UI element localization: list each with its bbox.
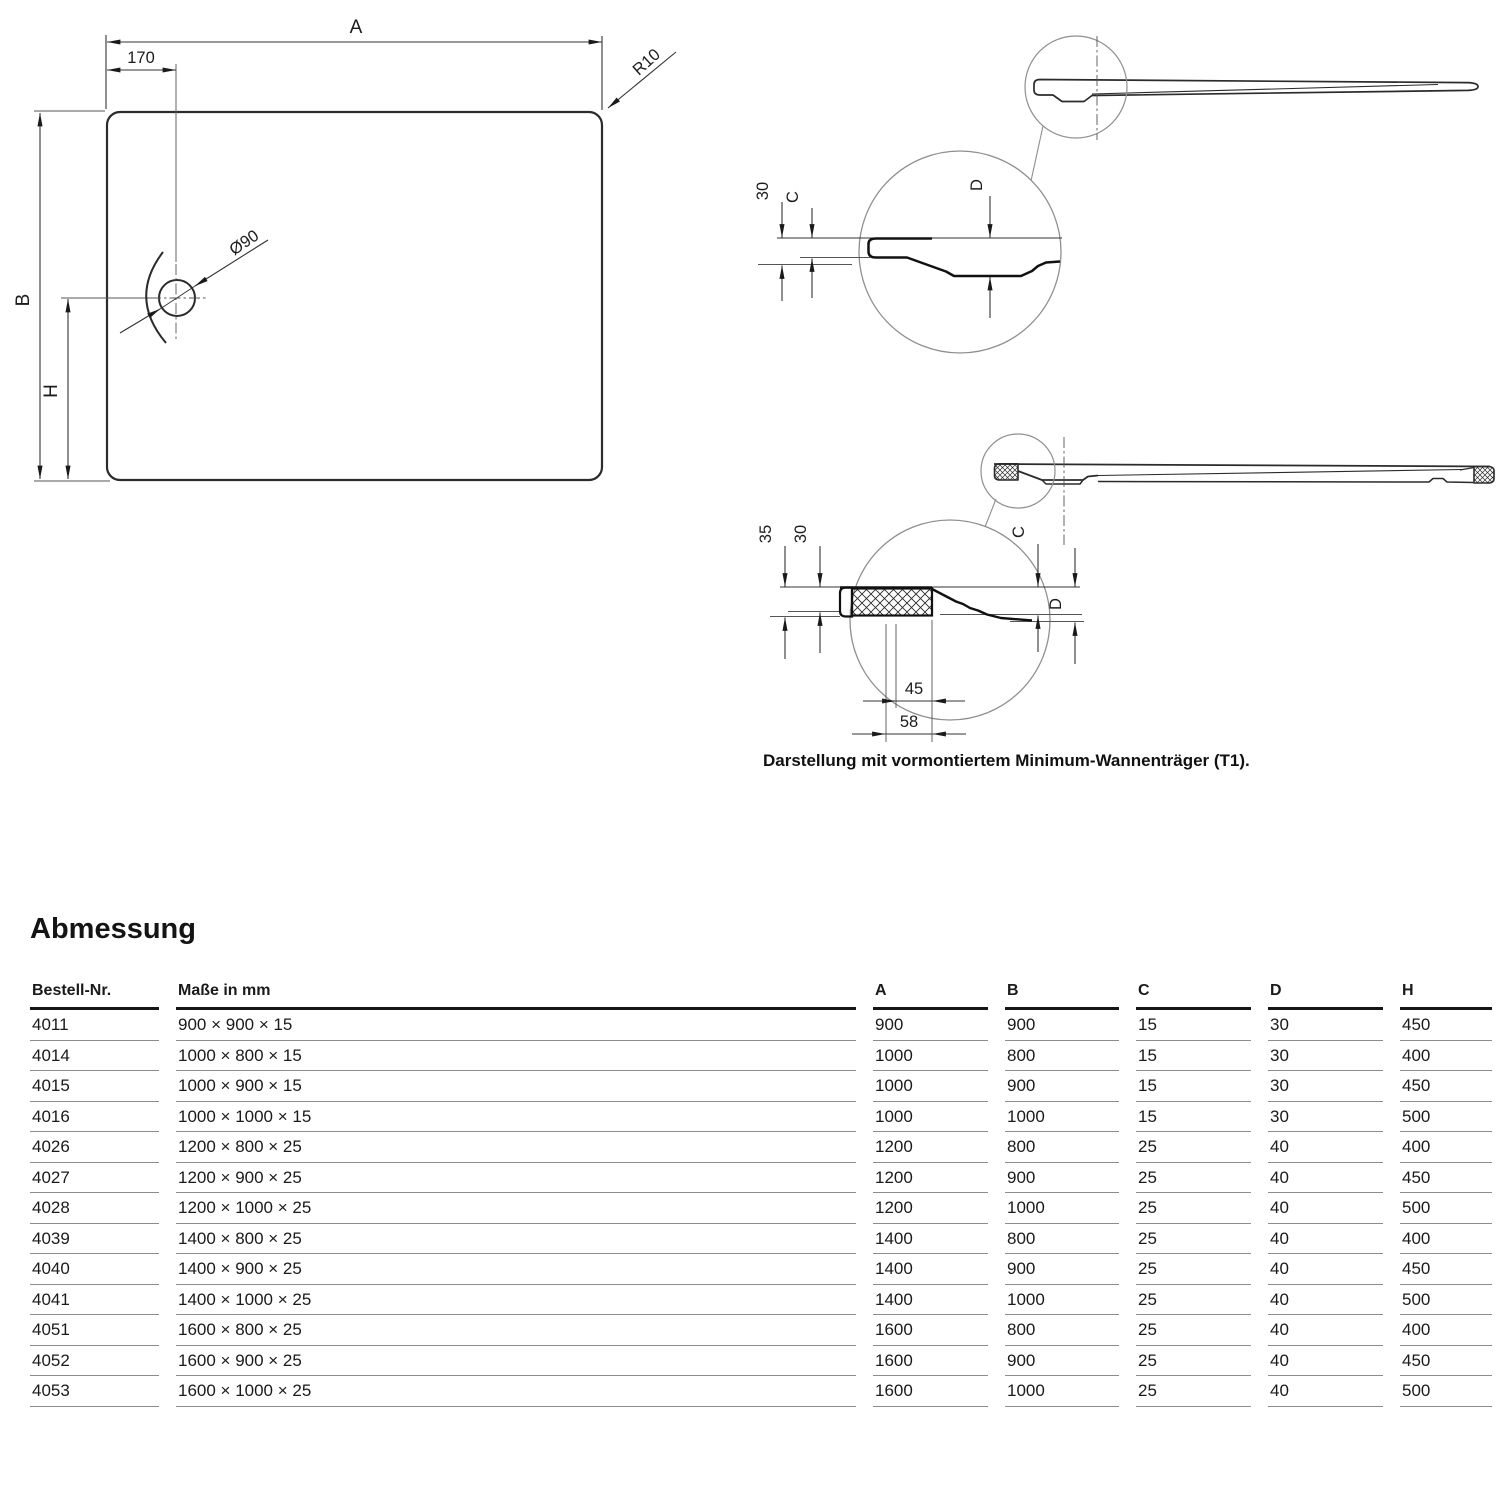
dim-45-label: 45 bbox=[904, 680, 924, 698]
table-cell: 1400 × 800 × 25 bbox=[176, 1224, 856, 1255]
table-cell: 800 bbox=[1005, 1041, 1119, 1072]
dim-h-label: H bbox=[41, 384, 62, 398]
table-cell: 1000 × 900 × 15 bbox=[176, 1071, 856, 1102]
table-cell: 1400 × 1000 × 25 bbox=[176, 1285, 856, 1316]
table-cell: 25 bbox=[1136, 1224, 1251, 1255]
table-cell: 1600 bbox=[873, 1376, 988, 1407]
table-cell: 40 bbox=[1268, 1254, 1383, 1285]
table-cell: 15 bbox=[1136, 1041, 1251, 1072]
table-cell: 1000 bbox=[873, 1041, 988, 1072]
dim-30-label-2: 30 bbox=[792, 524, 810, 544]
table-cell: 450 bbox=[1400, 1071, 1492, 1102]
dim-a bbox=[106, 35, 602, 110]
table-cell: 4014 bbox=[30, 1041, 159, 1072]
table-cell: 400 bbox=[1400, 1315, 1492, 1346]
dim-d-label-2: D bbox=[1047, 598, 1065, 610]
table-cell: 1200 bbox=[873, 1193, 988, 1224]
table-cell: 1000 bbox=[1005, 1193, 1119, 1224]
table-cell: 4040 bbox=[30, 1254, 159, 1285]
table-row bbox=[30, 1041, 1492, 1072]
table-cell: 40 bbox=[1268, 1163, 1383, 1194]
table-cell: 1000 bbox=[873, 1071, 988, 1102]
detail-1-content bbox=[758, 238, 1062, 276]
dim-a-label: A bbox=[349, 17, 363, 38]
detail-circle-big-1 bbox=[859, 151, 1061, 353]
table-cell: 900 bbox=[1005, 1071, 1119, 1102]
table-row bbox=[30, 1254, 1492, 1285]
table-cell: 800 bbox=[1005, 1315, 1119, 1346]
table-cell: 1000 bbox=[1005, 1285, 1119, 1316]
dim-d-label-1: D bbox=[968, 179, 986, 191]
table-cell: 4051 bbox=[30, 1315, 159, 1346]
table-cell: 4041 bbox=[30, 1285, 159, 1316]
table-cell: 25 bbox=[1136, 1193, 1251, 1224]
table-cell: 25 bbox=[1136, 1346, 1251, 1377]
column-header: A bbox=[873, 981, 988, 1010]
table-cell: 15 bbox=[1136, 1071, 1251, 1102]
table-cell: 4016 bbox=[30, 1102, 159, 1133]
table-cell: 15 bbox=[1136, 1010, 1251, 1041]
table-cell: 1400 bbox=[873, 1224, 988, 1255]
table-cell: 1600 bbox=[873, 1315, 988, 1346]
dim-35-label-2: 35 bbox=[757, 524, 775, 544]
table-cell: 40 bbox=[1268, 1193, 1383, 1224]
table-cell: 1600 × 900 × 25 bbox=[176, 1346, 856, 1377]
detail-leader-2 bbox=[985, 499, 996, 527]
drawing-caption: Darstellung mit vormontiertem Minimum-Wannenträger (T1). bbox=[763, 751, 1250, 770]
dim-b bbox=[34, 111, 110, 481]
dim-58-label: 58 bbox=[899, 713, 919, 731]
table-row bbox=[30, 1010, 1492, 1041]
column-header: B bbox=[1005, 981, 1119, 1010]
table-cell: 500 bbox=[1400, 1193, 1492, 1224]
table-row bbox=[30, 1346, 1492, 1377]
table-cell: 40 bbox=[1268, 1315, 1383, 1346]
table-cell: 4027 bbox=[30, 1163, 159, 1194]
dim-30-label-1: 30 bbox=[754, 181, 772, 201]
dim-c-label-1: C bbox=[784, 191, 802, 203]
table-cell: 40 bbox=[1268, 1132, 1383, 1163]
table-cell: 4015 bbox=[30, 1071, 159, 1102]
top-view-drawing bbox=[0, 0, 740, 520]
table-row bbox=[30, 1132, 1492, 1163]
table-cell: 25 bbox=[1136, 1285, 1251, 1316]
table-cell: 4026 bbox=[30, 1132, 159, 1163]
table-cell: 25 bbox=[1136, 1132, 1251, 1163]
table-cell: 450 bbox=[1400, 1346, 1492, 1377]
section-plain-profile bbox=[1034, 80, 1478, 102]
table-cell: 1400 bbox=[873, 1254, 988, 1285]
table-cell: 4052 bbox=[30, 1346, 159, 1377]
table-cell: 900 bbox=[1005, 1163, 1119, 1194]
table-cell: 30 bbox=[1268, 1102, 1383, 1133]
table-cell: 1600 × 800 × 25 bbox=[176, 1315, 856, 1346]
table-cell: 15 bbox=[1136, 1102, 1251, 1133]
table-cell: 1200 × 800 × 25 bbox=[176, 1132, 856, 1163]
table-cell: 40 bbox=[1268, 1285, 1383, 1316]
table-row bbox=[30, 1285, 1492, 1316]
column-header: Maße in mm bbox=[176, 981, 856, 1010]
section-views-drawing bbox=[700, 0, 1500, 800]
table-cell: 500 bbox=[1400, 1376, 1492, 1407]
table-cell: 900 × 900 × 15 bbox=[176, 1010, 856, 1041]
table-cell: 1200 × 900 × 25 bbox=[176, 1163, 856, 1194]
table-cell: 40 bbox=[1268, 1376, 1383, 1407]
table-cell: 25 bbox=[1136, 1163, 1251, 1194]
table-cell: 4053 bbox=[30, 1376, 159, 1407]
table-row bbox=[30, 1224, 1492, 1255]
table-cell: 1600 bbox=[873, 1346, 988, 1377]
table-cell: 900 bbox=[1005, 1010, 1119, 1041]
table-cell: 800 bbox=[1005, 1132, 1119, 1163]
table-cell: 1000 × 800 × 15 bbox=[176, 1041, 856, 1072]
detail-2-content bbox=[770, 587, 1084, 622]
tray-outline bbox=[107, 112, 602, 480]
dim-170-label: 170 bbox=[127, 49, 155, 67]
table-cell: 40 bbox=[1268, 1224, 1383, 1255]
table-cell: 800 bbox=[1005, 1224, 1119, 1255]
table-cell: 40 bbox=[1268, 1346, 1383, 1377]
table-cell: 30 bbox=[1268, 1010, 1383, 1041]
table-cell: 1000 bbox=[873, 1102, 988, 1133]
dimension-table bbox=[30, 981, 1492, 1407]
table-cell: 400 bbox=[1400, 1224, 1492, 1255]
table-cell: 4028 bbox=[30, 1193, 159, 1224]
detail-circle-small-1 bbox=[1025, 36, 1127, 138]
table-row bbox=[30, 1071, 1492, 1102]
table-row bbox=[30, 1193, 1492, 1224]
table-cell: 400 bbox=[1400, 1132, 1492, 1163]
table-cell: 25 bbox=[1136, 1376, 1251, 1407]
table-cell: 1000 bbox=[1005, 1376, 1119, 1407]
table-cell: 1400 × 900 × 25 bbox=[176, 1254, 856, 1285]
dim-b-label: B bbox=[13, 293, 34, 307]
table-cell: 25 bbox=[1136, 1254, 1251, 1285]
table-row bbox=[30, 1163, 1492, 1194]
column-header: C bbox=[1136, 981, 1251, 1010]
table-cell: 1200 bbox=[873, 1132, 988, 1163]
table-row bbox=[30, 1102, 1492, 1133]
table-cell: 4039 bbox=[30, 1224, 159, 1255]
table-cell: 1000 bbox=[1005, 1102, 1119, 1133]
dim-r10-label: R10 bbox=[629, 45, 664, 80]
table-cell: 900 bbox=[1005, 1254, 1119, 1285]
table-cell: 25 bbox=[1136, 1315, 1251, 1346]
table-cell: 500 bbox=[1400, 1102, 1492, 1133]
table-row bbox=[30, 1315, 1492, 1346]
table-cell: 1000 × 1000 × 15 bbox=[176, 1102, 856, 1133]
column-header: D bbox=[1268, 981, 1383, 1010]
table-cell: 1200 bbox=[873, 1163, 988, 1194]
section-title: Abmessung bbox=[30, 913, 196, 945]
table-row bbox=[30, 1376, 1492, 1407]
table-body bbox=[30, 1010, 1492, 1407]
table-cell: 900 bbox=[1005, 1346, 1119, 1377]
table-cell: 4011 bbox=[30, 1010, 159, 1041]
table-cell: 900 bbox=[873, 1010, 988, 1041]
table-cell: 450 bbox=[1400, 1163, 1492, 1194]
table-cell: 450 bbox=[1400, 1254, 1492, 1285]
table-cell: 1600 × 1000 × 25 bbox=[176, 1376, 856, 1407]
column-header: H bbox=[1400, 981, 1492, 1010]
table-header-row bbox=[30, 981, 1492, 1010]
detail-leader-1 bbox=[1031, 126, 1043, 181]
table-cell: 1400 bbox=[873, 1285, 988, 1316]
dim-c-label-2: C bbox=[1010, 526, 1028, 538]
section-support-profile bbox=[994, 464, 1494, 484]
table-cell: 30 bbox=[1268, 1071, 1383, 1102]
table-cell: 400 bbox=[1400, 1041, 1492, 1072]
table-cell: 500 bbox=[1400, 1285, 1492, 1316]
column-header: Bestell-Nr. bbox=[30, 981, 159, 1010]
table-cell: 1200 × 1000 × 25 bbox=[176, 1193, 856, 1224]
dim-diameter-label: Ø90 bbox=[226, 226, 263, 260]
table-cell: 30 bbox=[1268, 1041, 1383, 1072]
section-support-dims bbox=[785, 544, 1075, 742]
table-cell: 450 bbox=[1400, 1010, 1492, 1041]
